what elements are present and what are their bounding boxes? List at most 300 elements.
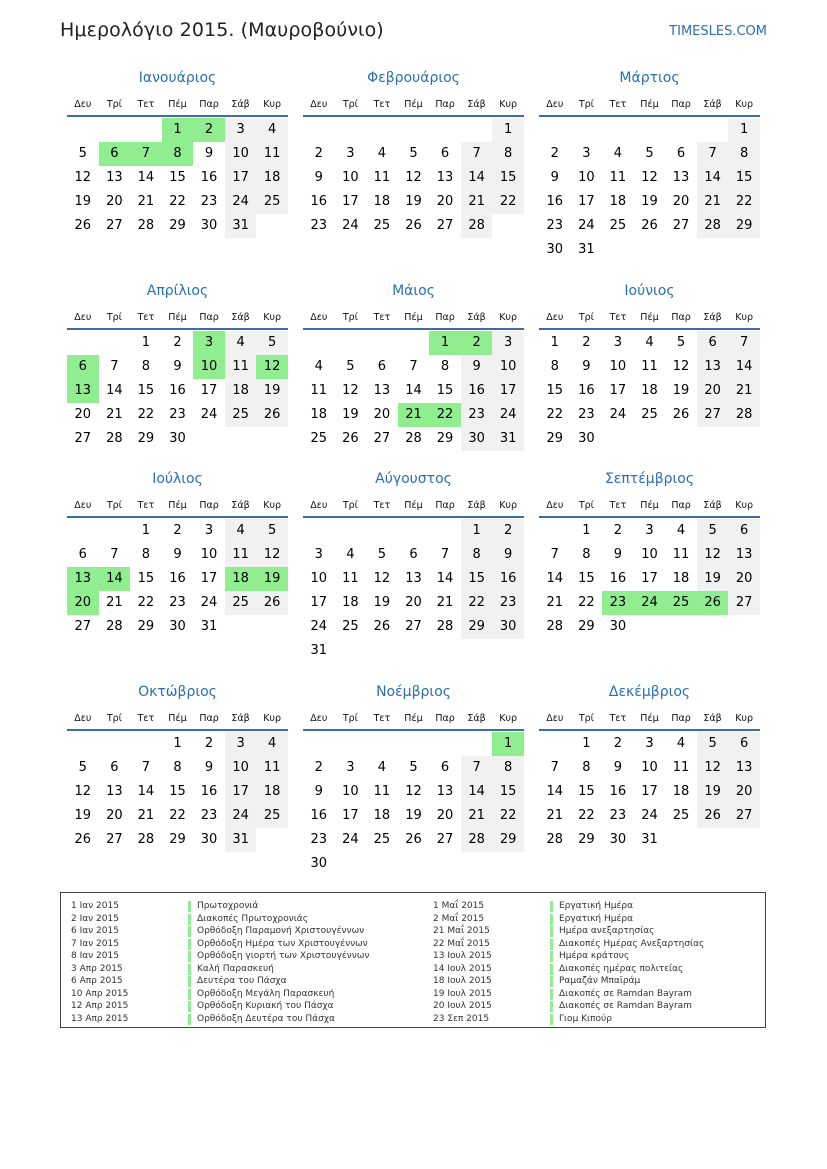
empty-day-cell: [429, 732, 461, 756]
empty-day-cell: [461, 639, 493, 663]
empty-day-cell: [634, 118, 666, 142]
day-cell: 18: [256, 166, 288, 190]
day-cell: 23: [200, 808, 218, 823]
day-cell: 21: [461, 190, 493, 214]
day-cell: 8: [492, 142, 524, 166]
day-cell: 4: [377, 146, 387, 161]
legend-date: 21 Μαΐ 2015: [433, 926, 490, 936]
day-cell: 12: [405, 170, 422, 185]
weekday-label: Σάβ: [703, 99, 722, 110]
day-cell: 1: [141, 335, 151, 350]
day-cell: 6: [728, 519, 760, 543]
weekday-label: Σάβ: [467, 99, 486, 110]
day-cell: 20: [373, 407, 391, 422]
weekday-label: Τετ: [373, 312, 391, 323]
week-row: [303, 591, 524, 615]
day-cell: 16: [461, 379, 493, 403]
empty-day-cell: [634, 615, 666, 639]
weekday-label: Δευ: [310, 312, 328, 323]
day-cell: 17: [225, 166, 257, 190]
weekday-label: Σάβ: [703, 713, 722, 724]
day-cell: 9: [173, 359, 182, 374]
empty-day-cell: [492, 639, 524, 663]
legend-color-bar: [188, 1014, 191, 1025]
day-cell: 16: [609, 784, 627, 799]
weekday-label: Παρ: [435, 312, 455, 323]
day-cell: 14: [546, 784, 564, 799]
week-row: [67, 591, 288, 615]
month-name: Μάιος: [392, 283, 435, 299]
empty-day-cell: [665, 615, 697, 639]
week-row: [67, 615, 288, 639]
week-row: [67, 118, 288, 142]
month-name: Απρίλιος: [146, 283, 209, 299]
day-cell: 26: [641, 218, 658, 233]
empty-day-cell: [366, 331, 398, 355]
empty-day-cell: [539, 732, 571, 756]
legend-holiday-name: Ορθόδοξη Παραμονή Χριστουγέννων: [197, 926, 365, 936]
day-cell: 10: [200, 547, 218, 562]
day-cell: 23: [310, 218, 328, 233]
day-cell: 8: [582, 760, 591, 775]
empty-day-cell: [728, 427, 760, 451]
day-cell: 6: [110, 760, 119, 775]
week-row: [67, 379, 288, 403]
legend-color-bar: [188, 914, 191, 925]
empty-day-cell: [335, 852, 367, 876]
day-cell: 7: [461, 756, 493, 780]
day-cell: 9: [314, 784, 323, 799]
week-row: [303, 166, 524, 190]
legend-date: 22 Μαΐ 2015: [433, 938, 490, 949]
day-cell: 30: [200, 218, 218, 233]
weekday-label: Παρ: [199, 312, 219, 323]
empty-day-cell: [366, 852, 398, 876]
empty-day-cell: [335, 118, 367, 142]
day-cell: 7: [697, 142, 729, 166]
day-cell: 13: [373, 383, 391, 398]
week-row: [67, 756, 288, 780]
day-cell: 4: [346, 547, 355, 562]
weekday-label: Τρί: [578, 312, 594, 323]
day-cell: 11: [256, 142, 288, 166]
day-cell: 23: [200, 194, 218, 209]
legend-holiday-name: Ορθόδοξη Μεγάλη Παρασκευή: [197, 988, 335, 999]
day-cell: 22: [492, 190, 524, 214]
day-cell: 4: [314, 359, 323, 374]
day-cell: 21: [106, 407, 123, 422]
legend-date: 1 Ιαν 2015: [71, 901, 119, 911]
empty-day-cell: [398, 331, 430, 355]
day-cell: 3: [582, 146, 591, 161]
day-cell: 9: [461, 355, 493, 379]
day-cell: 25: [609, 218, 627, 233]
day-cell: 22: [461, 591, 493, 615]
day-cell: 26: [342, 431, 359, 446]
weekday-label: Δευ: [74, 312, 92, 323]
legend-holiday-name: Γιομ Κιπούρ: [559, 1013, 612, 1024]
week-row: [539, 331, 760, 355]
legend-holiday-name: Ορθόδοξη Δευτέρα του Πάσχα: [197, 1013, 335, 1024]
legend-holiday-name: Ορθόδοξη Ημέρα των Χριστουγέννων: [197, 938, 368, 949]
day-cell: 29: [436, 431, 454, 446]
day-cell: 24: [225, 804, 257, 828]
week-row: [539, 732, 760, 756]
day-cell: 7: [550, 547, 559, 562]
day-cell: 13: [436, 170, 454, 185]
day-cell: 31: [225, 828, 257, 852]
day-cell: 12: [256, 543, 288, 567]
day-cell: 1: [141, 523, 151, 538]
empty-day-cell: [225, 427, 257, 451]
day-cell: 13: [672, 170, 690, 185]
week-row: [303, 732, 524, 756]
day-cell: 19: [74, 808, 92, 823]
day-cell: 28: [697, 214, 729, 238]
day-cell: 16: [200, 170, 218, 185]
day-cell: 11: [342, 571, 359, 586]
day-cell: 12: [373, 571, 391, 586]
day-cell: 29: [578, 832, 595, 847]
day-cell: 28: [546, 832, 564, 847]
day-cell: 18: [310, 407, 328, 422]
weekday-label: Δευ: [546, 713, 564, 724]
day-cell: 20: [672, 194, 690, 209]
day-cell: 15: [578, 784, 595, 799]
day-cell: 16: [578, 383, 595, 398]
day-cell: 12: [697, 756, 729, 780]
day-cell: 5: [346, 359, 355, 374]
weekday-label: Σάβ: [703, 312, 722, 323]
holiday-day-cell: 1: [429, 331, 461, 355]
week-row: [303, 852, 524, 876]
day-cell: 17: [342, 194, 359, 209]
holiday-day-cell: 13: [67, 379, 99, 403]
empty-day-cell: [67, 732, 99, 756]
legend-color-bar: [550, 951, 553, 962]
holiday-day-cell: 6: [99, 142, 131, 166]
day-cell: 9: [314, 170, 323, 185]
week-row: [539, 142, 760, 166]
day-cell: 2: [492, 519, 524, 543]
week-row: [539, 804, 760, 828]
day-cell: 6: [728, 732, 760, 756]
day-cell: 29: [137, 619, 155, 634]
weekday-label: Πέμ: [640, 99, 659, 110]
day-cell: 28: [461, 828, 493, 852]
weekday-label: Πέμ: [404, 312, 423, 323]
day-cell: 23: [461, 403, 493, 427]
weekday-label: Τρί: [106, 713, 122, 724]
legend-date: 12 Απρ 2015: [71, 1001, 129, 1011]
day-cell: 22: [578, 595, 595, 610]
weekday-label: Παρ: [435, 99, 455, 110]
empty-day-cell: [225, 615, 257, 639]
day-cell: 24: [310, 619, 328, 634]
day-cell: 2: [314, 760, 323, 775]
day-cell: 26: [256, 403, 288, 427]
legend-holiday-name: Εργατική Ημέρα: [559, 913, 633, 924]
day-cell: 22: [492, 804, 524, 828]
weekday-label: Σάβ: [231, 500, 250, 511]
week-row: [67, 331, 288, 355]
week-row: [67, 427, 288, 451]
empty-day-cell: [130, 118, 162, 142]
day-cell: 18: [373, 808, 391, 823]
day-cell: 21: [461, 804, 493, 828]
day-cell: 23: [492, 591, 524, 615]
day-cell: 31: [578, 242, 595, 257]
day-cell: 1: [461, 519, 493, 543]
day-cell: 9: [173, 547, 182, 562]
day-cell: 3: [314, 547, 323, 562]
legend-date: 14 Ιουλ 2015: [433, 963, 492, 974]
holiday-day-cell: 2: [193, 118, 225, 142]
week-row: [67, 142, 288, 166]
week-row: [539, 780, 760, 804]
day-cell: 19: [74, 194, 92, 209]
day-cell: 19: [697, 780, 729, 804]
day-cell: 4: [225, 331, 257, 355]
weekday-label: Κυρ: [499, 99, 518, 110]
day-cell: 20: [728, 567, 760, 591]
day-cell: 18: [609, 194, 627, 209]
day-cell: 2: [613, 736, 623, 751]
day-cell: 25: [256, 190, 288, 214]
week-row: [67, 543, 288, 567]
legend-color-bar: [550, 976, 553, 987]
day-cell: 27: [74, 619, 92, 634]
day-cell: 6: [440, 760, 450, 775]
legend-date: 20 Ιουλ 2015: [433, 1001, 492, 1011]
day-cell: 26: [697, 804, 729, 828]
legend-date: 8 Ιαν 2015: [71, 951, 119, 961]
day-cell: 9: [204, 760, 214, 775]
day-cell: 31: [310, 643, 328, 658]
day-cell: 16: [169, 383, 186, 398]
legend-color-bar: [550, 964, 553, 975]
day-cell: 17: [225, 780, 257, 804]
empty-day-cell: [303, 732, 335, 756]
empty-day-cell: [398, 639, 430, 663]
day-cell: 24: [641, 808, 658, 823]
day-cell: 15: [137, 571, 155, 586]
weekday-label: Παρ: [671, 713, 691, 724]
week-row: [303, 142, 524, 166]
day-cell: 9: [204, 146, 214, 161]
week-row: [539, 519, 760, 543]
empty-day-cell: [256, 615, 288, 639]
weekday-label: Πέμ: [168, 99, 187, 110]
weekday-label: Σάβ: [231, 99, 250, 110]
day-cell: 5: [409, 760, 418, 775]
day-cell: 20: [106, 194, 123, 209]
empty-day-cell: [461, 852, 493, 876]
legend-date: 18 Ιουλ 2015: [433, 976, 492, 986]
legend-date: 13 Απρ 2015: [71, 1013, 129, 1024]
holiday-day-cell: 2: [461, 331, 493, 355]
empty-day-cell: [398, 732, 430, 756]
holiday-day-cell: 20: [67, 591, 99, 615]
legend-date: 7 Ιαν 2015: [71, 938, 119, 949]
empty-day-cell: [193, 427, 225, 451]
day-cell: 4: [377, 760, 387, 775]
legend-color-bar: [550, 1014, 553, 1025]
empty-day-cell: [256, 828, 288, 852]
weekday-label: Δευ: [310, 713, 328, 724]
weekday-label: Δευ: [310, 99, 328, 110]
week-row: [67, 828, 288, 852]
day-cell: 3: [346, 146, 355, 161]
day-cell: 8: [492, 756, 524, 780]
day-cell: 12: [405, 784, 422, 799]
day-cell: 13: [405, 571, 422, 586]
empty-day-cell: [461, 118, 493, 142]
day-cell: 26: [405, 218, 422, 233]
day-cell: 9: [613, 547, 623, 562]
week-row: [539, 190, 760, 214]
legend-holiday-name: Ημέρα κράτους: [559, 951, 630, 961]
legend-holiday-name: Διακοπές σε Ramdan Bayram: [559, 1001, 692, 1011]
day-cell: 12: [74, 784, 92, 799]
week-row: [539, 591, 760, 615]
day-cell: 24: [342, 218, 359, 233]
weekday-label: Τετ: [609, 99, 627, 110]
weekday-label: Παρ: [435, 713, 455, 724]
legend-color-bar: [188, 1001, 191, 1012]
weekday-label: Σάβ: [467, 713, 486, 724]
weekday-label: Παρ: [435, 500, 455, 511]
holiday-day-cell: 24: [634, 591, 666, 615]
day-cell: 20: [436, 808, 454, 823]
day-cell: 17: [641, 571, 658, 586]
day-cell: 24: [200, 407, 218, 422]
empty-day-cell: [492, 852, 524, 876]
legend-date: 2 Ιαν 2015: [71, 913, 119, 924]
day-cell: 10: [225, 142, 257, 166]
week-row: [67, 804, 288, 828]
day-cell: 7: [461, 142, 493, 166]
day-cell: 29: [492, 828, 524, 852]
week-row: [539, 403, 760, 427]
day-cell: 6: [377, 359, 387, 374]
weekday-label: Δευ: [74, 99, 92, 110]
day-cell: 11: [225, 355, 257, 379]
weekday-label: Πέμ: [640, 500, 659, 511]
day-cell: 16: [310, 808, 328, 823]
empty-day-cell: [634, 238, 666, 262]
legend-color-bar: [188, 964, 191, 975]
day-cell: 30: [169, 431, 186, 446]
week-row: [539, 756, 760, 780]
day-cell: 15: [546, 383, 564, 398]
day-cell: 22: [169, 194, 186, 209]
holiday-day-cell: 12: [256, 355, 288, 379]
day-cell: 21: [546, 595, 564, 610]
day-cell: 7: [409, 359, 418, 374]
week-row: [539, 379, 760, 403]
legend-holiday-name: Διακοπές Ημέρας Ανεξαρτησίας: [559, 938, 705, 949]
day-cell: 27: [405, 619, 422, 634]
empty-day-cell: [398, 852, 430, 876]
day-cell: 8: [173, 760, 182, 775]
empty-day-cell: [398, 118, 430, 142]
holiday-day-cell: 10: [193, 355, 225, 379]
weekday-label: Τρί: [578, 99, 594, 110]
weekday-label: Παρ: [199, 500, 219, 511]
legend-color-bar: [188, 989, 191, 1000]
day-cell: 8: [461, 543, 493, 567]
holiday-day-cell: 1: [162, 118, 194, 142]
day-cell: 29: [461, 615, 493, 639]
week-row: [539, 427, 760, 451]
legend-holiday-name: Ορθόδοξη Κυριακή του Πάσχα: [197, 1001, 334, 1011]
day-cell: 13: [728, 543, 760, 567]
weekday-label: Τετ: [609, 312, 627, 323]
empty-day-cell: [335, 331, 367, 355]
weekday-label: Τετ: [137, 99, 155, 110]
day-cell: 19: [373, 595, 391, 610]
legend-color-bar: [550, 914, 553, 925]
day-cell: 1: [492, 118, 524, 142]
day-cell: 20: [728, 780, 760, 804]
day-cell: 22: [578, 808, 595, 823]
legend-holiday-name: Διακοπές Πρωτοχρονιάς: [197, 913, 309, 924]
day-cell: 15: [492, 166, 524, 190]
month-name: Σεπτέμβριος: [604, 471, 695, 487]
week-row: [303, 214, 524, 238]
weekday-label: Σάβ: [467, 312, 486, 323]
legend-color-bar: [188, 976, 191, 987]
weekday-label: Τετ: [137, 713, 155, 724]
weekday-header: [539, 713, 760, 731]
empty-day-cell: [492, 214, 524, 238]
week-row: [539, 214, 760, 238]
day-cell: 1: [582, 736, 591, 751]
day-cell: 29: [728, 214, 760, 238]
day-cell: 18: [672, 784, 690, 799]
day-cell: 30: [169, 619, 186, 634]
day-cell: 28: [436, 619, 454, 634]
legend-color-bar: [550, 1001, 553, 1012]
day-cell: 17: [492, 379, 524, 403]
weekday-label: Τρί: [106, 99, 122, 110]
holiday-day-cell: 8: [162, 142, 194, 166]
day-cell: 21: [546, 808, 564, 823]
day-cell: 19: [405, 194, 422, 209]
empty-day-cell: [697, 118, 729, 142]
day-cell: 14: [137, 170, 155, 185]
weekday-label: Δευ: [310, 500, 328, 511]
empty-day-cell: [602, 238, 634, 262]
empty-day-cell: [398, 519, 430, 543]
weekday-label: Κυρ: [735, 312, 754, 323]
month-name: Οκτώβριος: [138, 684, 217, 700]
weekday-header: [539, 312, 760, 330]
day-cell: 23: [169, 595, 186, 610]
day-cell: 22: [137, 407, 155, 422]
calendar-grid: [67, 70, 760, 870]
day-cell: 4: [225, 519, 257, 543]
weekday-header: [303, 99, 524, 117]
week-row: [303, 615, 524, 639]
weekday-header: [539, 500, 760, 518]
legend-holiday-name: Ραμαζάν Μπαϊράμ: [559, 976, 641, 986]
legend-holiday-name: Ορθόδοξη γιορτή των Χριστουγέννων: [197, 951, 370, 961]
site-link[interactable]: TIMESLES.COM: [669, 24, 767, 39]
empty-day-cell: [728, 615, 760, 639]
day-cell: 19: [672, 383, 690, 398]
